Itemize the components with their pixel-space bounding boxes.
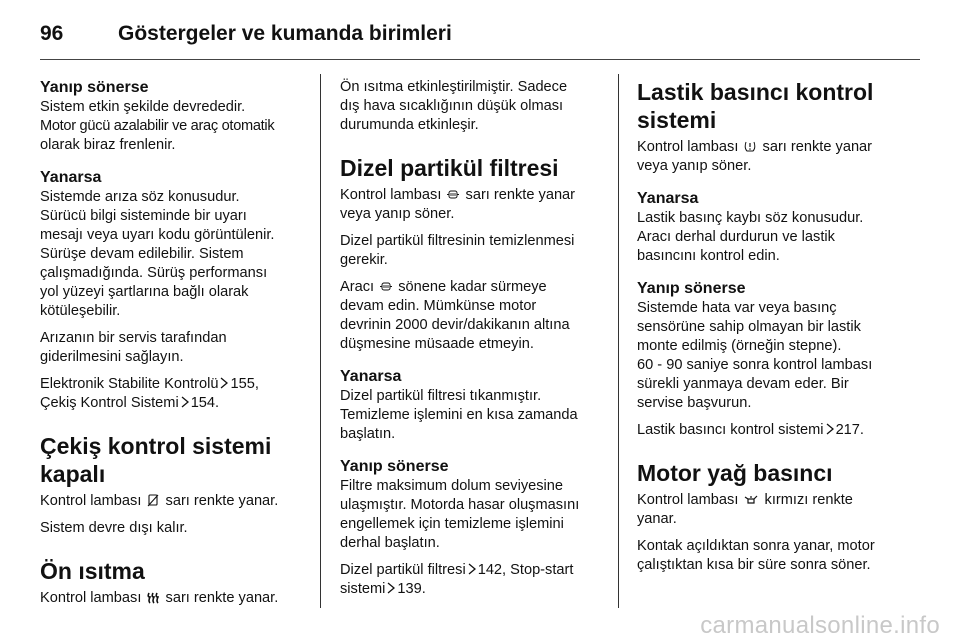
- page-ref-icon: [220, 377, 228, 389]
- page-ref-icon: [468, 563, 476, 575]
- text-line: Temizleme işlemini en kısa zamanda: [340, 407, 578, 423]
- text-line: Aracı sönene kadar sürmeye: [340, 279, 547, 295]
- text-line: veya yanıp söner.: [637, 158, 752, 174]
- heading-preheating: Ön ısıtma: [40, 558, 145, 584]
- page-number: 96: [40, 22, 64, 45]
- text-line: başlatın.: [340, 426, 396, 442]
- glow-plug-icon: [147, 591, 159, 604]
- text-line: giderilmesini sağlayın.: [40, 349, 184, 365]
- text-line: devrinin 2000 devir/dakikanın altına: [340, 317, 570, 333]
- text-line: Arızanın bir servis tarafından: [40, 330, 227, 346]
- cross-reference: Lastik basıncı kontrol sistemi 217.: [637, 422, 864, 438]
- heading-lit: Yanarsa: [637, 190, 699, 207]
- heading-oil-pressure: Motor yağ basıncı: [637, 460, 833, 486]
- text-line: devam edin. Mümkünse motor: [340, 298, 537, 314]
- heading-lit: Yanarsa: [340, 368, 402, 385]
- page-ref-icon: [181, 396, 189, 408]
- text-line: Dizel partikül filtresinin temizlenmesi: [340, 233, 575, 249]
- text-line: mesajı veya uyarı kodu görüntülenir.: [40, 227, 275, 243]
- particle-filter-icon: [380, 280, 392, 293]
- traction-control-off-icon: [147, 494, 159, 507]
- text-line: Motor gücü azalabilir ve araç otomatik: [40, 118, 275, 134]
- text-line: sürekli yanmaya devam eder. Bir: [637, 376, 849, 392]
- watermark: carmanualsonline.info: [700, 612, 940, 639]
- page-ref-icon: [387, 582, 395, 594]
- text-line: Lastik basınç kaybı söz konusudur.: [637, 210, 864, 226]
- text-line: yanar.: [637, 511, 677, 527]
- text-line: servise başvurun.: [637, 395, 752, 411]
- text-line: kötüleşebilir.: [40, 303, 121, 319]
- text-line: çalıştıktan kısa bir süre sonra söner.: [637, 557, 871, 573]
- column-divider: [618, 74, 619, 608]
- text-line: Sürüşe devam edilebilir. Sistem: [40, 246, 244, 262]
- text-line: Kontrol lambası sarı renkte yanar: [637, 139, 873, 155]
- text-line: Sistem devre dışı kalır.: [40, 520, 188, 536]
- cross-reference: Çekiş Kontrol Sistemi 154.: [40, 395, 220, 411]
- text-line: Sürücü bilgi sisteminde bir uyarı: [40, 208, 247, 224]
- text-line: gerekir.: [340, 252, 388, 268]
- text-line: Kontrol lambası sarı renkte yanar.: [40, 590, 279, 606]
- text-line: Sistemde hata var veya basınç: [637, 300, 837, 316]
- text-line: Sistem etkin şekilde devrededir.: [40, 99, 246, 115]
- column-3: [637, 78, 907, 575]
- heading-traction-control-off: Çekiş kontrol sistemi kapalı: [40, 433, 272, 487]
- page-ref-icon: [826, 423, 834, 435]
- text-line: yol yüzeyi şartlarına bağlı olarak: [40, 284, 249, 300]
- text-line: monte edilmiş (örneğin stepne).: [637, 338, 842, 354]
- text-line: basıncını kontrol edin.: [637, 248, 780, 264]
- text-line: çalışmadığında. Sürüş performansı: [40, 265, 268, 281]
- oil-can-icon: [744, 493, 758, 506]
- text-line: derhal başlatın.: [340, 535, 440, 551]
- column-divider: [320, 74, 321, 608]
- text-line: Dizel partikül filtresi tıkanmıştır.: [340, 388, 542, 404]
- text-line: Filtre maksimum dolum seviyesine: [340, 478, 564, 494]
- text-line: Kontrol lambası sarı renkte yanar.: [40, 493, 279, 509]
- heading-tire-pressure: Lastik basıncı kontrol sistemi: [637, 79, 874, 133]
- text-line: Sistemde arıza söz konusudur.: [40, 189, 240, 205]
- heading-blinking: Yanıp sönerse: [40, 79, 149, 96]
- text-line: 60 - 90 saniye sonra kontrol lambası: [637, 357, 873, 373]
- text-line: veya yanıp söner.: [340, 206, 455, 222]
- page-header: [40, 22, 920, 46]
- text-line: Kontrol lambası sarı renkte yanar: [340, 187, 576, 203]
- column-2: [340, 78, 608, 599]
- text-line: düşmesine müsaade etmeyin.: [340, 336, 534, 352]
- heading-lit: Yanarsa: [40, 169, 102, 186]
- heading-blinking: Yanıp sönerse: [340, 458, 449, 475]
- text-line: Kontrol lambası kırmızı renkte: [637, 492, 853, 508]
- heading-diesel-particle-filter: Dizel partikül filtresi: [340, 155, 559, 181]
- cross-reference: sistemi 139.: [340, 581, 426, 597]
- tire-pressure-icon: [744, 140, 756, 153]
- text-line: Aracı derhal durdurun ve lastik: [637, 229, 835, 245]
- text-line: olarak biraz frenlenir.: [40, 137, 176, 153]
- column-1: [40, 78, 308, 608]
- text-line: dış hava sıcaklığının düşük olması: [340, 98, 564, 114]
- header-rule: [40, 59, 920, 60]
- text-line: Kontak açıldıktan sonra yanar, motor: [637, 538, 875, 554]
- heading-blinking: Yanıp sönerse: [637, 280, 746, 297]
- text-line: Ön ısıtma etkinleştirilmiştir. Sadece: [340, 79, 568, 95]
- particle-filter-icon: [447, 188, 459, 201]
- page-title: Göstergeler ve kumanda birimleri: [118, 22, 452, 45]
- text-line: sensörüne sahip olmayan bir lastik: [637, 319, 861, 335]
- text-line: engellemek için temizleme işlemini: [340, 516, 564, 532]
- text-line: durumunda etkinleşir.: [340, 117, 479, 133]
- cross-reference: Dizel partikül filtresi 142, Stop-start: [340, 562, 574, 578]
- cross-reference: Elektronik Stabilite Kontrolü 155,: [40, 376, 259, 392]
- text-line: ulaşmıştır. Motorda hasar oluşmasını: [340, 497, 580, 513]
